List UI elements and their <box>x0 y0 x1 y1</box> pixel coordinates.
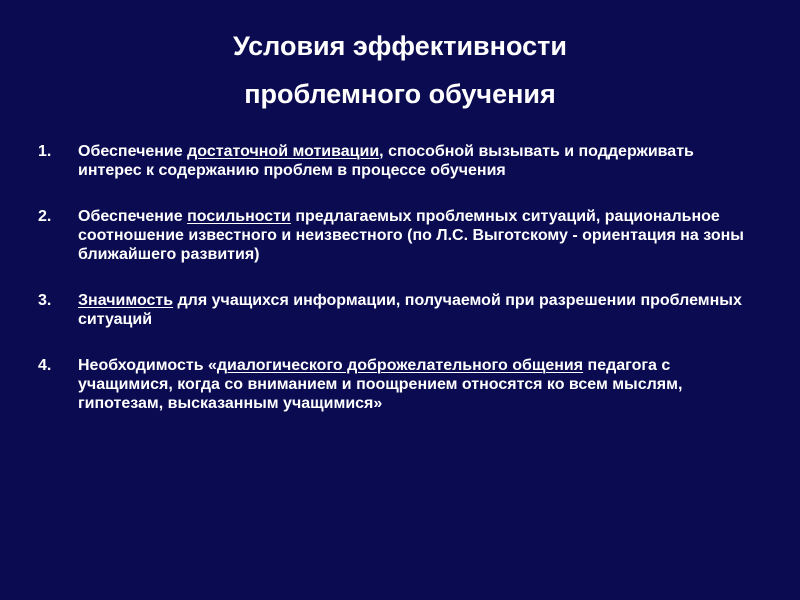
list-item-number: 2. <box>38 208 52 225</box>
slide-title <box>0 22 800 118</box>
list-item-underlined-term: диалогического доброжелательного общения <box>216 357 584 374</box>
list-item-text-after: педагога с учащимися, когда со вниманием и поощрением относятся ко всем мыслям, гипотезам, высказанным учащимися» <box>78 357 683 412</box>
conditions-list <box>30 142 760 413</box>
list-item-text-before: Обеспечение <box>78 143 188 160</box>
list-item-underlined-term: Значимость <box>78 292 174 309</box>
list-item-text-after: для учащихся информации, получаемой при разрешении проблемных ситуаций <box>78 292 742 328</box>
slide-title-line-1: Условия эффективности <box>233 31 567 61</box>
slide-title-line-2: проблемного обучения <box>244 79 556 109</box>
list-item-underlined-term: посильности <box>187 208 291 225</box>
list-item-text-before: Необходимость « <box>78 357 217 374</box>
list-item-2 <box>30 207 760 264</box>
list-item-1 <box>30 142 760 180</box>
list-item-text-after: предлагаемых проблемных ситуаций, рациональное соотношение известного и неизвестного (по Л.С. Выготскому - ориентация на зоны ближайшего развития) <box>78 208 744 263</box>
list-item-4 <box>30 356 760 413</box>
list-item-text-after: , способной вызывать и поддерживать интерес к содержанию проблем в процессе обучения <box>78 143 694 179</box>
list-item-text-before: Обеспечение <box>78 208 188 225</box>
list-item-3 <box>30 291 760 329</box>
list-item-number: 1. <box>38 143 52 160</box>
list-item-number: 4. <box>38 357 52 374</box>
list-item-number: 3. <box>38 292 52 309</box>
list-item-underlined-term: достаточной мотивации <box>187 143 380 160</box>
